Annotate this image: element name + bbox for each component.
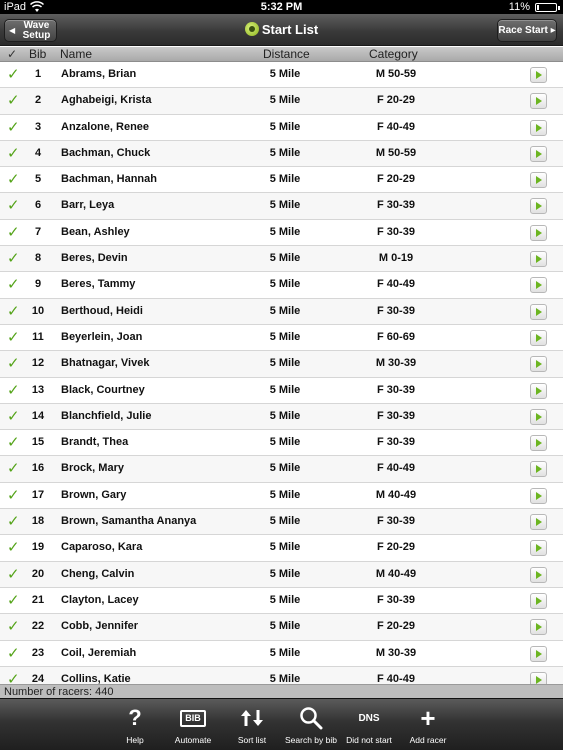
- racer-name: Beyerlein, Joan: [61, 330, 143, 343]
- checked-in-icon[interactable]: ✓: [7, 118, 20, 136]
- bib-number: 1: [34, 68, 42, 80]
- row-detail-arrow-icon[interactable]: [530, 277, 547, 293]
- row-detail-arrow-icon[interactable]: [530, 198, 547, 214]
- table-row[interactable]: [0, 404, 563, 430]
- table-row[interactable]: [0, 246, 563, 272]
- column-name[interactable]: Name: [60, 47, 93, 61]
- checked-in-icon[interactable]: ✓: [7, 486, 20, 504]
- racer-category: F 20-29: [377, 620, 415, 633]
- racer-category: F 20-29: [377, 173, 415, 186]
- racer-name: Brown, Gary: [61, 488, 127, 501]
- table-row[interactable]: [0, 299, 563, 325]
- bib-number: 11: [32, 330, 44, 343]
- row-detail-arrow-icon[interactable]: [530, 646, 547, 662]
- racer-category: F 20-29: [377, 94, 415, 107]
- racer-distance: 5 Mile: [269, 68, 301, 80]
- bib-number: 21: [31, 593, 45, 606]
- racer-category: F 30-39: [377, 225, 415, 238]
- checked-in-icon[interactable]: ✓: [7, 171, 20, 189]
- table-row[interactable]: [0, 667, 563, 684]
- checkmark-header-icon: ✓: [7, 47, 18, 61]
- bib-number: 17: [31, 488, 45, 501]
- racer-name: Coil, Jeremiah: [61, 646, 137, 659]
- bib-number: 14: [31, 409, 45, 422]
- racer-name: Aghabeigi, Krista: [61, 94, 152, 107]
- row-detail-arrow-icon[interactable]: [530, 383, 547, 399]
- help-button[interactable]: [102, 703, 168, 745]
- checked-in-icon[interactable]: ✓: [7, 92, 20, 110]
- table-row[interactable]: [0, 562, 563, 588]
- dns-icon: DNS: [358, 712, 380, 724]
- row-detail-arrow-icon[interactable]: [530, 488, 547, 504]
- column-header: [0, 47, 563, 62]
- bottom-toolbar: [0, 698, 563, 750]
- racer-category: M 40-49: [375, 567, 417, 580]
- racer-category: F 30-39: [377, 515, 415, 528]
- chevron-right-icon: ▸: [547, 25, 556, 36]
- search-by-bib-label: Search by bib: [285, 735, 337, 745]
- bib-number: 16: [31, 462, 45, 475]
- table-row[interactable]: [0, 641, 563, 667]
- table-row[interactable]: [0, 325, 563, 351]
- racer-category: F 20-29: [377, 541, 415, 554]
- bib-number: 24: [31, 672, 45, 684]
- racer-category: F 30-39: [377, 383, 415, 396]
- carrier-label: iPad: [4, 1, 27, 13]
- racer-distance: 5 Mile: [269, 436, 301, 449]
- racer-distance: 5 Mile: [269, 383, 301, 396]
- checked-in-icon[interactable]: ✓: [7, 328, 20, 346]
- racer-list[interactable]: [0, 62, 563, 684]
- table-row[interactable]: [0, 115, 563, 141]
- racer-distance: 5 Mile: [269, 646, 301, 659]
- racer-distance: 5 Mile: [269, 173, 301, 186]
- racer-category: F 40-49: [377, 672, 415, 684]
- racer-distance: 5 Mile: [269, 304, 301, 317]
- add-racer-button[interactable]: [395, 703, 461, 745]
- racer-distance: 5 Mile: [269, 462, 301, 475]
- plus-icon: +: [420, 703, 436, 733]
- checked-in-icon[interactable]: ✓: [7, 434, 20, 452]
- search-icon: [299, 706, 323, 730]
- sort-arrows-icon: [240, 708, 264, 728]
- checked-in-icon[interactable]: ✓: [7, 144, 20, 162]
- question-mark-icon: ?: [128, 705, 142, 730]
- racer-category: F 40-49: [377, 120, 415, 133]
- racer-category: F 40-49: [377, 278, 415, 291]
- racer-distance: 5 Mile: [269, 94, 301, 107]
- table-row[interactable]: [0, 588, 563, 614]
- row-detail-arrow-icon[interactable]: [530, 93, 547, 109]
- racer-name: Anzalone, Renee: [61, 120, 150, 133]
- checked-in-icon[interactable]: ✓: [7, 381, 20, 399]
- row-detail-arrow-icon[interactable]: [530, 514, 547, 530]
- racer-name: Caparoso, Kara: [61, 541, 143, 554]
- racer-distance: 5 Mile: [269, 672, 301, 684]
- racer-category: F 30-39: [377, 199, 415, 212]
- racer-category: M 50-59: [375, 68, 417, 80]
- bib-number: 12: [31, 357, 45, 370]
- racer-category: M 40-49: [375, 488, 417, 501]
- racer-name: Bhatnagar, Vivek: [61, 357, 150, 370]
- checked-in-icon[interactable]: ✓: [7, 66, 20, 83]
- row-detail-arrow-icon[interactable]: [530, 567, 547, 583]
- row-detail-arrow-icon[interactable]: [530, 251, 547, 267]
- racer-distance: 5 Mile: [269, 515, 301, 528]
- navigation-bar: [0, 14, 563, 46]
- checked-in-icon[interactable]: ✓: [7, 644, 20, 662]
- racer-distance: 5 Mile: [269, 409, 301, 422]
- racer-category: F 60-69: [377, 330, 415, 343]
- race-start-label: Race Start: [498, 25, 548, 36]
- racer-category: F 30-39: [377, 436, 415, 449]
- column-category[interactable]: Category: [369, 47, 418, 61]
- racer-category: F 40-49: [377, 462, 415, 475]
- row-detail-arrow-icon[interactable]: [530, 304, 547, 320]
- table-row[interactable]: [0, 483, 563, 509]
- racer-distance: 5 Mile: [269, 593, 301, 606]
- racer-name: Clayton, Lacey: [61, 593, 139, 606]
- row-detail-arrow-icon[interactable]: [530, 593, 547, 609]
- checked-in-icon[interactable]: ✓: [7, 618, 20, 636]
- automate-label: Automate: [174, 735, 212, 745]
- racer-category: F 30-39: [377, 593, 415, 606]
- sort-list-button[interactable]: [219, 703, 285, 745]
- row-detail-arrow-icon[interactable]: [530, 540, 547, 556]
- racer-category: M 0-19: [378, 252, 414, 265]
- racer-distance: 5 Mile: [269, 567, 301, 580]
- table-row[interactable]: [0, 272, 563, 298]
- row-detail-arrow-icon[interactable]: [530, 619, 547, 635]
- table-row[interactable]: [0, 351, 563, 377]
- help-label: Help: [126, 735, 144, 745]
- racer-name: Blanchfield, Julie: [61, 409, 152, 422]
- row-detail-arrow-icon[interactable]: [530, 409, 547, 425]
- table-row[interactable]: [0, 62, 563, 88]
- sort-list-label: Sort list: [237, 735, 267, 745]
- page-title-text: Start List: [261, 22, 319, 37]
- racer-distance: 5 Mile: [269, 488, 301, 501]
- racer-category: F 30-39: [377, 304, 415, 317]
- racer-name: Bachman, Hannah: [61, 173, 157, 186]
- racer-name: Bachman, Chuck: [61, 146, 151, 159]
- clock: 5:32 PM: [260, 1, 303, 13]
- bib-number: 7: [34, 225, 42, 238]
- racer-category: M 50-59: [375, 146, 417, 159]
- did-not-start-label: Did not start: [346, 735, 392, 745]
- bib-number: 20: [31, 567, 45, 580]
- checked-in-icon[interactable]: ✓: [7, 407, 20, 425]
- row-detail-arrow-icon[interactable]: [530, 225, 547, 241]
- add-racer-label: Add racer: [409, 735, 447, 745]
- automate-button[interactable]: [160, 703, 226, 745]
- column-distance[interactable]: Distance: [263, 47, 310, 61]
- racer-distance: 5 Mile: [269, 146, 301, 159]
- bib-number: 15: [31, 436, 45, 449]
- racer-distance: 5 Mile: [269, 620, 301, 633]
- back-arrow-icon: ◀: [9, 26, 16, 35]
- column-bib[interactable]: Bib: [29, 47, 47, 61]
- bib-number: 2: [34, 94, 42, 107]
- row-detail-arrow-icon[interactable]: [530, 330, 547, 346]
- racer-distance: 5 Mile: [269, 278, 301, 291]
- racer-name: Brown, Samantha Ananya: [61, 515, 197, 528]
- racer-name: Cobb, Jennifer: [61, 620, 139, 633]
- table-row[interactable]: [0, 456, 563, 482]
- checked-in-icon[interactable]: ✓: [7, 565, 20, 583]
- bib-number: 22: [31, 620, 45, 633]
- app-logo-icon: [245, 22, 259, 36]
- row-detail-arrow-icon[interactable]: [530, 67, 547, 83]
- racer-category: M 30-39: [375, 646, 417, 659]
- racer-name: Berthoud, Heidi: [61, 304, 143, 317]
- racer-distance: 5 Mile: [269, 330, 301, 343]
- racer-name: Cheng, Calvin: [61, 567, 135, 580]
- row-detail-arrow-icon[interactable]: [530, 172, 547, 188]
- table-row[interactable]: [0, 509, 563, 535]
- table-row[interactable]: [0, 378, 563, 404]
- racer-distance: 5 Mile: [269, 120, 301, 133]
- search-by-bib-button[interactable]: [278, 703, 344, 745]
- checked-in-icon[interactable]: ✓: [7, 276, 20, 294]
- bib-number: 3: [34, 120, 42, 133]
- checked-in-icon[interactable]: ✓: [7, 302, 20, 320]
- bib-number: 19: [31, 541, 45, 554]
- racer-name: Brock, Mary: [61, 462, 124, 475]
- checked-in-icon[interactable]: ✓: [7, 223, 20, 241]
- racer-distance: 5 Mile: [269, 357, 301, 370]
- checked-in-icon[interactable]: ✓: [7, 197, 20, 215]
- row-detail-arrow-icon[interactable]: [530, 120, 547, 136]
- checked-in-icon[interactable]: ✓: [7, 460, 20, 478]
- bib-number: 4: [34, 146, 42, 159]
- table-row[interactable]: [0, 430, 563, 456]
- row-detail-arrow-icon[interactable]: [530, 146, 547, 162]
- bib-number: 6: [34, 199, 42, 212]
- battery-fill: [537, 5, 539, 10]
- bib-number: 13: [31, 383, 45, 396]
- status-bar: [0, 0, 563, 14]
- battery-icon: [535, 3, 557, 12]
- racer-name: Collins, Katie: [61, 672, 131, 684]
- row-detail-arrow-icon[interactable]: [530, 461, 547, 477]
- bib-number: 18: [31, 515, 45, 528]
- table-row[interactable]: [0, 141, 563, 167]
- checked-in-icon[interactable]: ✓: [7, 670, 20, 684]
- racer-name: Black, Courtney: [61, 383, 145, 396]
- bib-number: 10: [31, 304, 45, 317]
- racer-name: Brandt, Thea: [61, 436, 129, 449]
- row-detail-arrow-icon[interactable]: [530, 356, 547, 372]
- race-start-button[interactable]: [497, 19, 557, 42]
- racer-name: Beres, Devin: [61, 252, 128, 265]
- table-row[interactable]: [0, 193, 563, 219]
- table-row[interactable]: [0, 88, 563, 114]
- checked-in-icon[interactable]: ✓: [7, 539, 20, 557]
- racer-distance: 5 Mile: [269, 541, 301, 554]
- racer-name: Abrams, Brian: [61, 68, 137, 80]
- racer-name: Barr, Leya: [61, 199, 115, 212]
- racer-count: Number of racers: 440: [0, 684, 563, 698]
- did-not-start-button[interactable]: [336, 703, 402, 745]
- bib-number: 5: [34, 173, 42, 186]
- table-row[interactable]: [0, 220, 563, 246]
- racer-category: F 30-39: [377, 409, 415, 422]
- racer-name: Bean, Ashley: [61, 225, 130, 238]
- bib-number: 8: [34, 252, 42, 265]
- racer-category: M 30-39: [375, 357, 417, 370]
- table-row[interactable]: [0, 535, 563, 561]
- row-detail-arrow-icon[interactable]: [530, 435, 547, 451]
- bib-number: 9: [34, 278, 42, 291]
- back-button-label: Wave Setup: [22, 20, 51, 41]
- racer-name: Beres, Tammy: [61, 278, 136, 291]
- checked-in-icon[interactable]: ✓: [7, 513, 20, 531]
- racer-distance: 5 Mile: [269, 252, 301, 265]
- battery-percent: 11%: [508, 1, 530, 13]
- checked-in-icon[interactable]: ✓: [7, 591, 20, 609]
- row-detail-arrow-icon[interactable]: [530, 672, 547, 684]
- checked-in-icon[interactable]: ✓: [7, 355, 20, 373]
- table-row[interactable]: [0, 167, 563, 193]
- checked-in-icon[interactable]: ✓: [7, 250, 20, 268]
- racer-distance: 5 Mile: [269, 225, 301, 238]
- table-row[interactable]: [0, 614, 563, 640]
- bib-number: 23: [31, 646, 45, 659]
- bib-icon: BIB: [180, 710, 206, 727]
- racer-distance: 5 Mile: [269, 199, 301, 212]
- page-title: [0, 22, 563, 37]
